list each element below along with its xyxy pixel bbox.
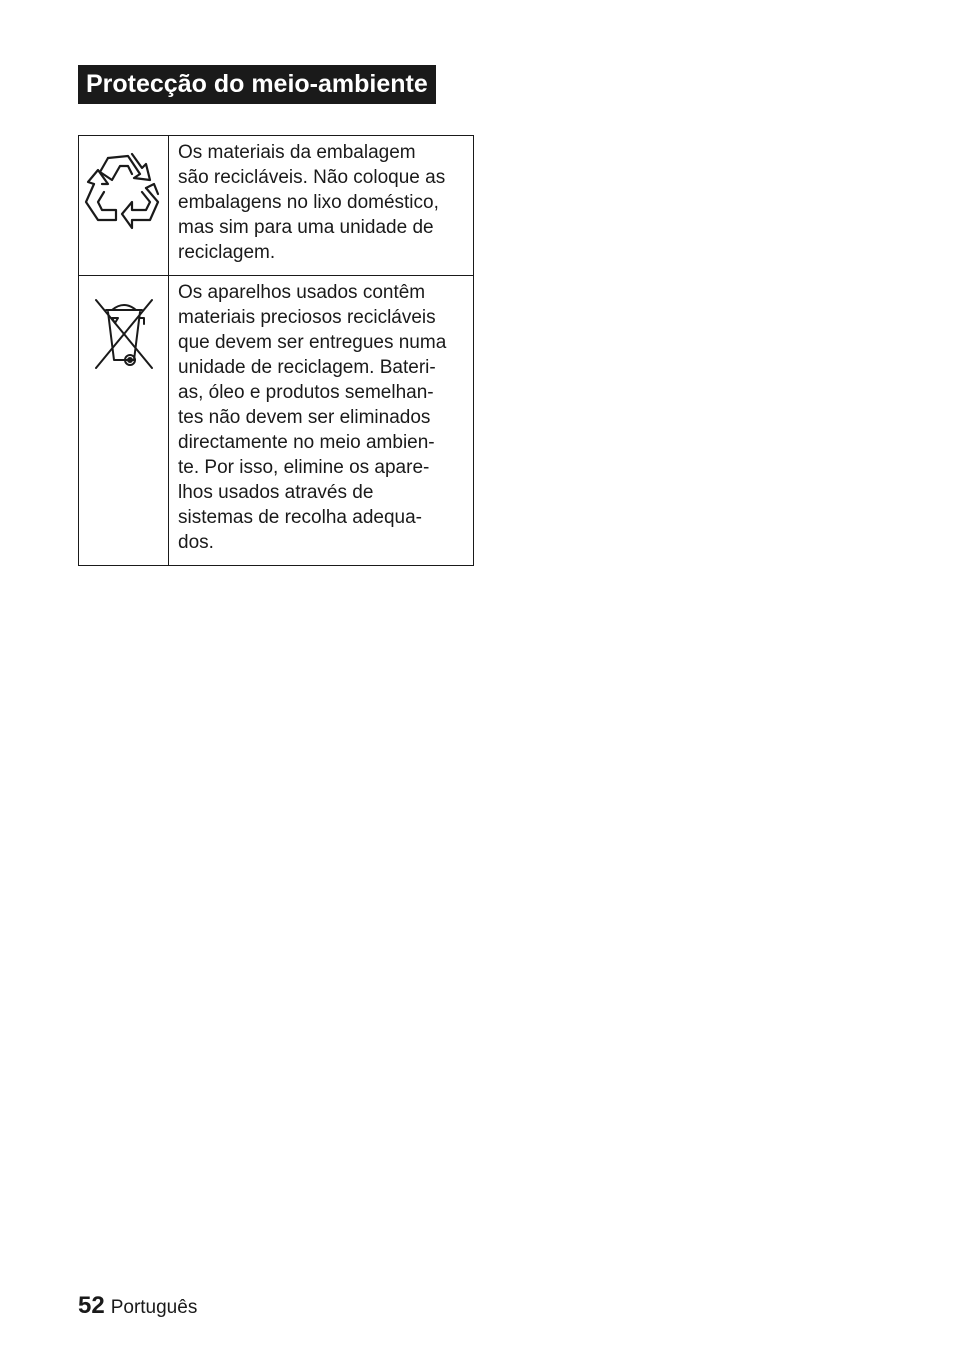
page-footer bbox=[78, 1292, 197, 1320]
text-line: que devem ser entregues numa bbox=[178, 332, 447, 353]
icon-cell bbox=[79, 136, 169, 276]
text-line: embalagens no lixo doméstico, bbox=[178, 192, 439, 213]
text-line: te. Por isso, elimine os apare- bbox=[178, 457, 430, 478]
page-number: 52 bbox=[78, 1292, 105, 1319]
text-line: Os aparelhos usados contêm bbox=[178, 282, 426, 303]
text-line: reciclagem. bbox=[178, 242, 276, 263]
footer-language: Português bbox=[110, 1297, 198, 1318]
text-line: unidade de reciclagem. Bateri- bbox=[178, 357, 436, 378]
text-line: as, óleo e produtos semelhan- bbox=[178, 382, 434, 403]
table-row-used-appliances bbox=[79, 276, 474, 566]
text-line: dos. bbox=[178, 532, 214, 553]
text-line: mas sim para uma unidade de bbox=[178, 217, 434, 238]
text-line: directamente no meio ambien- bbox=[178, 432, 435, 453]
text-line: tes não devem ser eliminados bbox=[178, 407, 431, 428]
section-heading: Protecção do meio-ambiente bbox=[78, 65, 436, 104]
environment-info-table bbox=[78, 135, 474, 566]
text-line: sistemas de recolha adequa- bbox=[178, 507, 422, 528]
recycle-icon bbox=[84, 150, 164, 230]
icon-cell bbox=[79, 276, 169, 566]
crossed-out-wheelie-bin-icon bbox=[92, 296, 156, 372]
text-line: são recicláveis. Não coloque as bbox=[178, 167, 446, 188]
packaging-text bbox=[169, 136, 474, 276]
table-row-packaging bbox=[79, 136, 474, 276]
text-line: materiais preciosos recicláveis bbox=[178, 307, 436, 328]
used-appliances-text bbox=[169, 276, 474, 566]
text-line: lhos usados através de bbox=[178, 482, 374, 503]
text-line: Os materiais da embalagem bbox=[178, 142, 416, 163]
